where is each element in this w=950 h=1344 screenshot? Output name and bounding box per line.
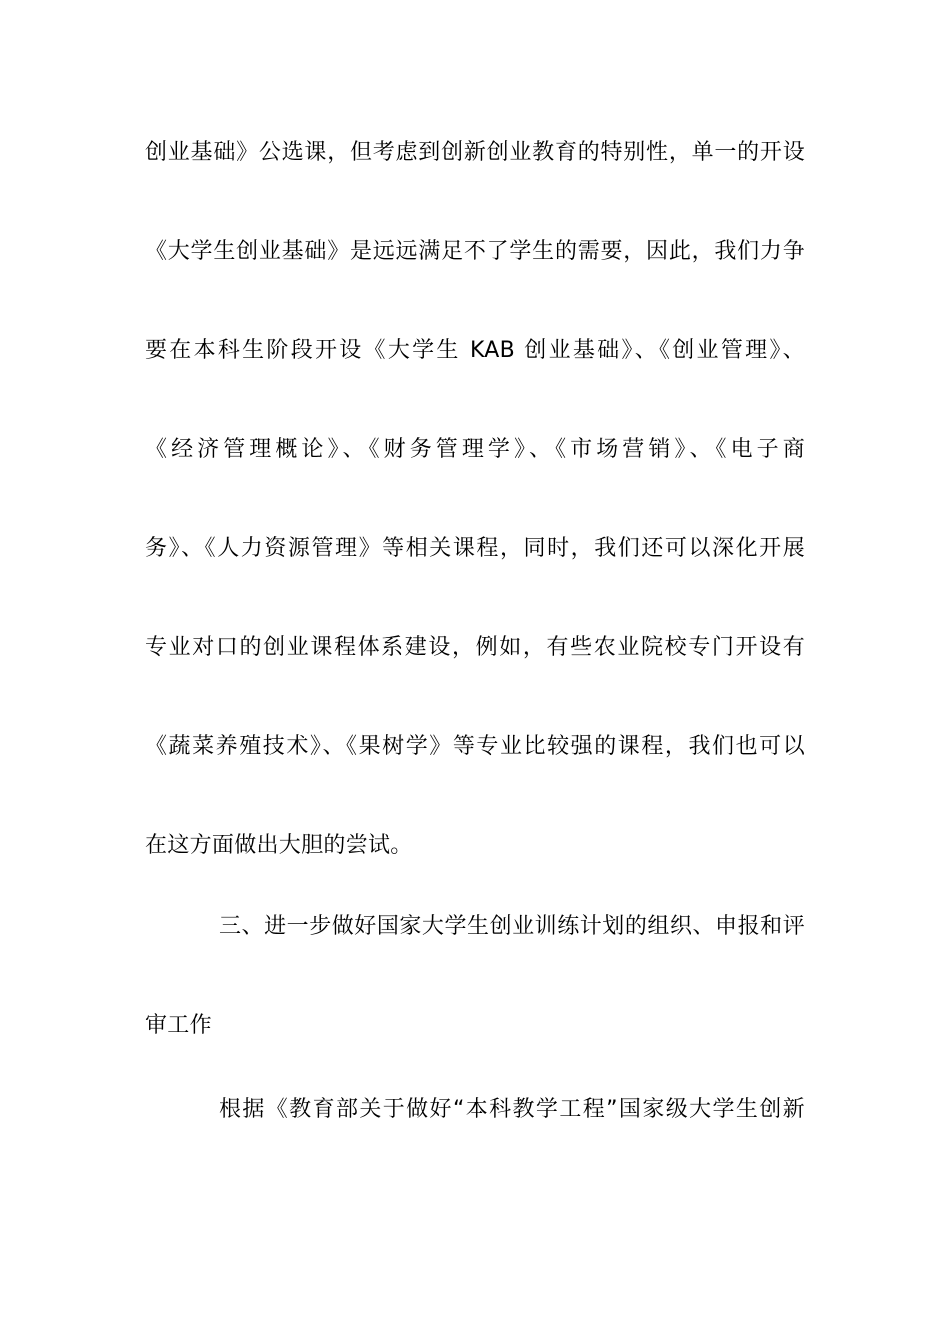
section-heading-line-2: 审工作 bbox=[145, 1013, 212, 1038]
paragraph-line-2: 《大学生创业基础》是远远满足不了学生的需要，因此，我们力争 bbox=[145, 239, 805, 264]
paragraph-line-7: 《蔬菜养殖技术》、《果树学》等专业比较强的课程，我们也可以 bbox=[145, 734, 805, 759]
paragraph-line-4: 《经济管理概论》、《财务管理学》、《市场营销》、《电子商 bbox=[145, 437, 805, 462]
paragraph-start-line: 根据《教育部关于做好“本科教学工程”国家级大学生创新 bbox=[219, 1097, 805, 1122]
paragraph-line-1: 创业基础》公选课，但考虑到创新创业教育的特别性，单一的开设 bbox=[145, 140, 805, 165]
paragraph-line-6: 专业对口的创业课程体系建设，例如，有些农业院校专门开设有 bbox=[145, 635, 805, 660]
section-heading-line-1: 三、进一步做好国家大学生创业训练计划的组织、申报和评 bbox=[219, 914, 805, 939]
paragraph-line-5: 务》、《人力资源管理》等相关课程，同时，我们还可以深化开展 bbox=[145, 536, 805, 561]
paragraph-line-3: 要在本科生阶段开设《大学生 KAB 创业基础》、《创业管理》、 bbox=[145, 338, 805, 363]
paragraph-line-8: 在这方面做出大胆的尝试。 bbox=[145, 833, 413, 858]
